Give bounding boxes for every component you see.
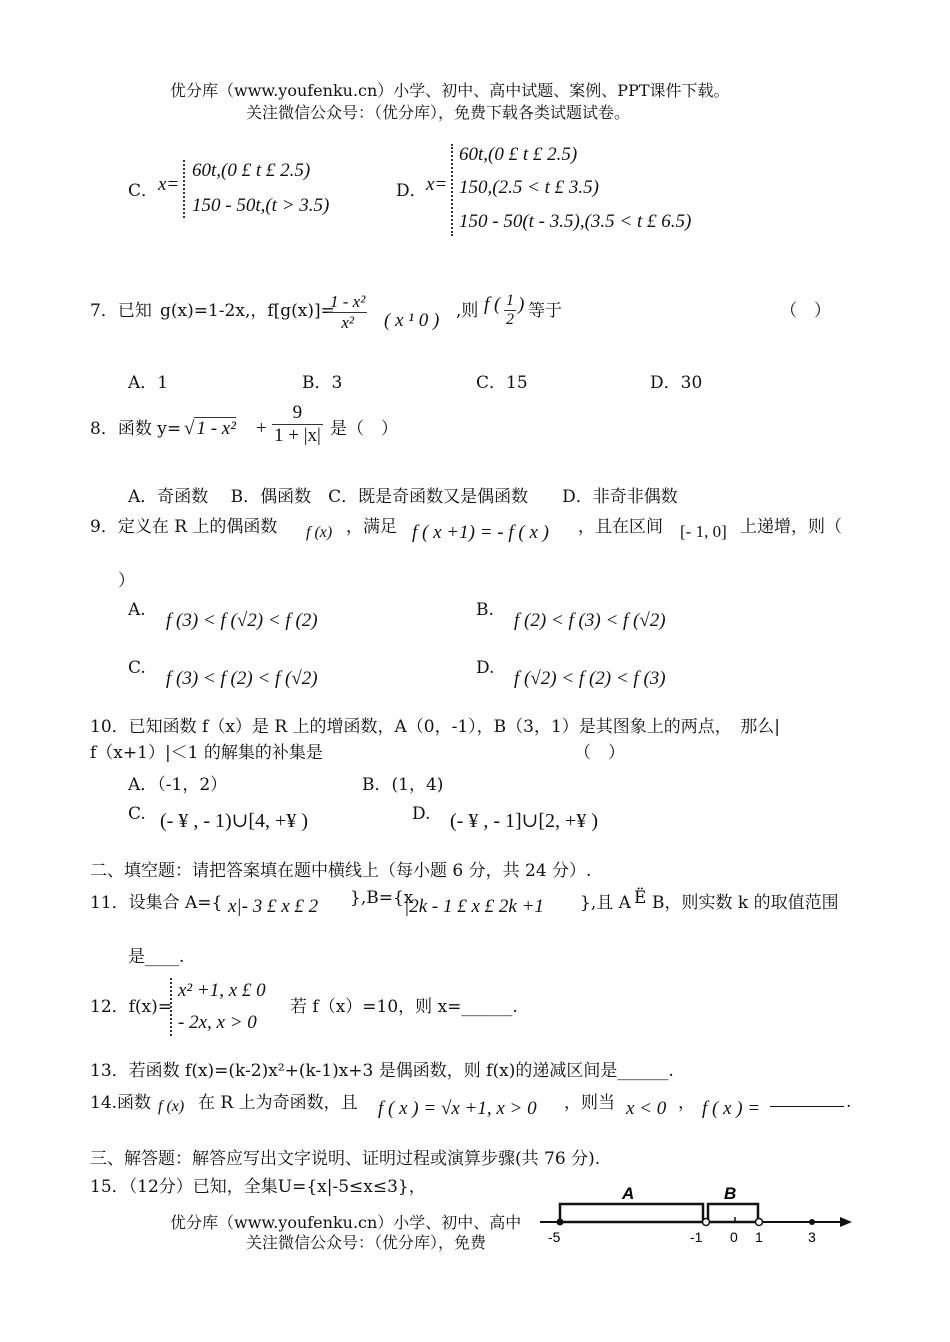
q11-line-2: 是____. bbox=[128, 947, 185, 967]
option-d-brace bbox=[451, 144, 453, 236]
option-d-label: D． bbox=[396, 181, 427, 201]
q7-close: ) bbox=[518, 294, 525, 315]
point-minus-1 bbox=[703, 1219, 710, 1226]
q14-condition-2: x < 0 bbox=[626, 1098, 667, 1119]
q7-condition: ( x ¹ 0 ) bbox=[384, 310, 440, 331]
q8-stem: 8．函数 y= bbox=[90, 419, 182, 439]
q8-sqrt-body: 1 - x² bbox=[196, 418, 236, 439]
q10-option-d: (- ¥ , - 1]∪[2, +¥ ) bbox=[450, 810, 598, 832]
q10-option-a: A．（-1，2） bbox=[128, 775, 228, 795]
q12-case-1: x² +1, x £ 0 bbox=[178, 980, 266, 1001]
point-1 bbox=[756, 1219, 763, 1226]
option-c-brace bbox=[183, 160, 185, 218]
q8-options: A．奇函数 B．偶函数 C．既是奇函数又是偶函数 D．非奇非偶数 bbox=[128, 487, 678, 507]
q12-brace bbox=[170, 978, 172, 1036]
q8-fraction-num: 9 bbox=[272, 402, 323, 425]
q14-answer-blank bbox=[770, 1106, 844, 1107]
q9-option-b-label: B. bbox=[476, 600, 494, 620]
point-minus-5 bbox=[557, 1219, 564, 1226]
q10-line-1: 10．已知函数 f（x）是 R 上的增函数，A（0，-1），B（3，1）是其图象上的两点， 那么| bbox=[90, 717, 781, 737]
option-c-var: x= bbox=[158, 174, 180, 195]
q7-half-num: 1 bbox=[506, 292, 514, 309]
q9-option-a: f (3) < f (√2) < f (2) bbox=[166, 610, 318, 631]
option-d-case-1: 60t,(0 £ t £ 2.5) bbox=[459, 144, 578, 165]
q9-stem-a: 9．定义在 R 上的偶函数 bbox=[90, 517, 278, 537]
q14-fx: f (x) bbox=[158, 1098, 185, 1115]
q7-half-den: 2 bbox=[506, 311, 514, 328]
q9-condition: f ( x +1) = - f ( x ) bbox=[412, 522, 549, 543]
q11-stem-c: },且 A bbox=[580, 893, 631, 913]
q7-fraction-den: x² bbox=[341, 313, 354, 332]
q12-tail: 若 f（x）=10，则 x=______. bbox=[290, 997, 518, 1017]
q7-stem-c: ,则 bbox=[456, 301, 479, 321]
q7-stem-a: 7．已知 bbox=[90, 301, 152, 321]
q14-stem-b: 在 R 上为奇函数，且 bbox=[198, 1093, 358, 1113]
q9-option-a-label: A. bbox=[128, 600, 146, 620]
q9-interval: [- 1, 0] bbox=[680, 522, 727, 541]
header-line-1: 优分库（www.youfenku.cn）小学、初中、高中试题、案例、PPT课件下载。 bbox=[170, 81, 730, 100]
q7-f: f ( bbox=[484, 294, 501, 315]
q7-option-a: A．1 bbox=[128, 373, 169, 393]
q8-fraction-den: 1 + |x| bbox=[274, 425, 321, 446]
q14-answer-expr: f ( x ) = bbox=[702, 1098, 761, 1119]
number-line-diagram bbox=[540, 1182, 860, 1254]
option-c-case-2: 150 - 50t,(t > 3.5) bbox=[192, 195, 330, 216]
question-13: 13．若函数 f(x)=(k-2)x²+(k-1)x+3 是偶函数，则 f(x)的递减区间是______. bbox=[90, 1061, 674, 1081]
q11-set-b: |2k - 1 £ x £ 2k +1 bbox=[404, 896, 544, 917]
q9-option-b: f (2) < f (3) < f (√2) bbox=[514, 610, 666, 631]
q9-option-c-label: C. bbox=[128, 658, 146, 678]
q10-line-2: f（x+1）|＜1 的解集的补集是 bbox=[90, 743, 323, 763]
point-3 bbox=[809, 1219, 815, 1225]
section-3-heading: 三、解答题：解答应写出文字说明、证明过程或演算步骤(共 76 分). bbox=[90, 1149, 601, 1169]
tick-label-minus-1: -1 bbox=[690, 1229, 703, 1245]
q9-stem-d: 上递增，则（ bbox=[740, 517, 842, 537]
set-b-box bbox=[708, 1204, 758, 1222]
q9-option-d: f (√2) < f (2) < f (3) bbox=[514, 668, 666, 689]
q9-option-c: f (3) < f (2) < f (√2) bbox=[166, 668, 318, 689]
q9-stem-b: ，满足 bbox=[346, 517, 397, 537]
q14-stem-d: ， bbox=[678, 1093, 695, 1113]
q11-stem-a: 11．设集合 A={ bbox=[90, 893, 223, 913]
tick-label-3: 3 bbox=[808, 1229, 816, 1245]
q10-option-b: B．(1，4) bbox=[362, 775, 444, 795]
q14-stem-a: 14.函数 bbox=[90, 1093, 152, 1113]
option-c-case-1: 60t,(0 £ t £ 2.5) bbox=[192, 160, 311, 181]
option-c-label: C． bbox=[128, 181, 159, 201]
q11-stem-b: },B={x bbox=[350, 888, 414, 908]
tick-label-1: 1 bbox=[755, 1229, 763, 1245]
q9-fx: f (x) bbox=[306, 524, 333, 541]
q10-option-d-label: D. bbox=[412, 804, 431, 824]
axis-arrow bbox=[840, 1217, 852, 1227]
q10-option-c-label: C. bbox=[128, 804, 146, 824]
q14-stem-c: ，则当 bbox=[564, 1093, 615, 1113]
q14-condition: f ( x ) = √x +1, x > 0 bbox=[378, 1098, 537, 1119]
header-line-2: 关注微信公众号：（优分库），免费下载各类试题试卷。 bbox=[246, 103, 631, 122]
section-2-heading bbox=[90, 856, 591, 881]
q8-fraction bbox=[272, 402, 323, 447]
q7-option-b: B．3 bbox=[302, 373, 343, 393]
tick-label-0: 0 bbox=[730, 1229, 738, 1245]
footer-line-1: 优分库（www.youfenku.cn）小学、初中、高中 bbox=[170, 1213, 522, 1232]
question-15: 15．（12分）已知，全集U={x|-5≤x≤3}， bbox=[90, 1177, 426, 1197]
q8-sqrt: √ 1 - x² bbox=[184, 418, 236, 439]
option-d-var: x= bbox=[426, 174, 448, 195]
q11-subset-symbol: Ë bbox=[634, 888, 647, 908]
tick-label-minus-5: -5 bbox=[548, 1229, 561, 1245]
set-b-label: B bbox=[724, 1184, 737, 1203]
q10-option-c: (- ¥ , - 1)∪[4, +¥ ) bbox=[160, 810, 308, 832]
q8-plus: + bbox=[256, 418, 267, 439]
q11-set-a: x|- 3 £ x £ 2 bbox=[228, 896, 319, 917]
section-2-text: 二、填空题：请把答案填在题中横线上（每小题 6 分，共 24 分）. bbox=[90, 861, 592, 881]
q10-answer-paren: （ ） bbox=[574, 743, 625, 763]
q14-end: . bbox=[846, 1092, 852, 1112]
q7-stem-d: 等于 bbox=[528, 301, 562, 321]
q7-option-c: C．15 bbox=[476, 373, 528, 393]
option-d-case-2: 150,(2.5 < t £ 3.5) bbox=[459, 177, 600, 198]
q7-fraction bbox=[328, 292, 367, 333]
q12-stem: 12．f(x)= bbox=[90, 997, 173, 1017]
q7-half bbox=[504, 292, 516, 329]
option-d-case-3: 150 - 50(t - 3.5),(3.5 < t £ 6.5) bbox=[459, 211, 692, 232]
q11-stem-d: B，则实数 k 的取值范围 bbox=[652, 893, 839, 913]
set-a-box bbox=[560, 1204, 703, 1222]
q9-close: ） bbox=[118, 571, 135, 591]
q7-fraction-num: 1 - x² bbox=[330, 292, 366, 311]
q7-answer-paren: （ ） bbox=[780, 301, 831, 321]
q7-stem-b: g(x)=1-2x,，f[g(x)]= bbox=[160, 301, 335, 321]
set-a-label: A bbox=[622, 1184, 635, 1203]
q12-case-2: - 2x, x > 0 bbox=[178, 1012, 257, 1033]
q8-tail: 是（ ） bbox=[330, 419, 398, 439]
q9-stem-c: ，且在区间 bbox=[578, 517, 663, 537]
q7-option-d: D．30 bbox=[650, 373, 703, 393]
q9-option-d-label: D. bbox=[476, 658, 495, 678]
footer-line-2: 关注微信公众号：（优分库），免费 bbox=[246, 1233, 487, 1252]
